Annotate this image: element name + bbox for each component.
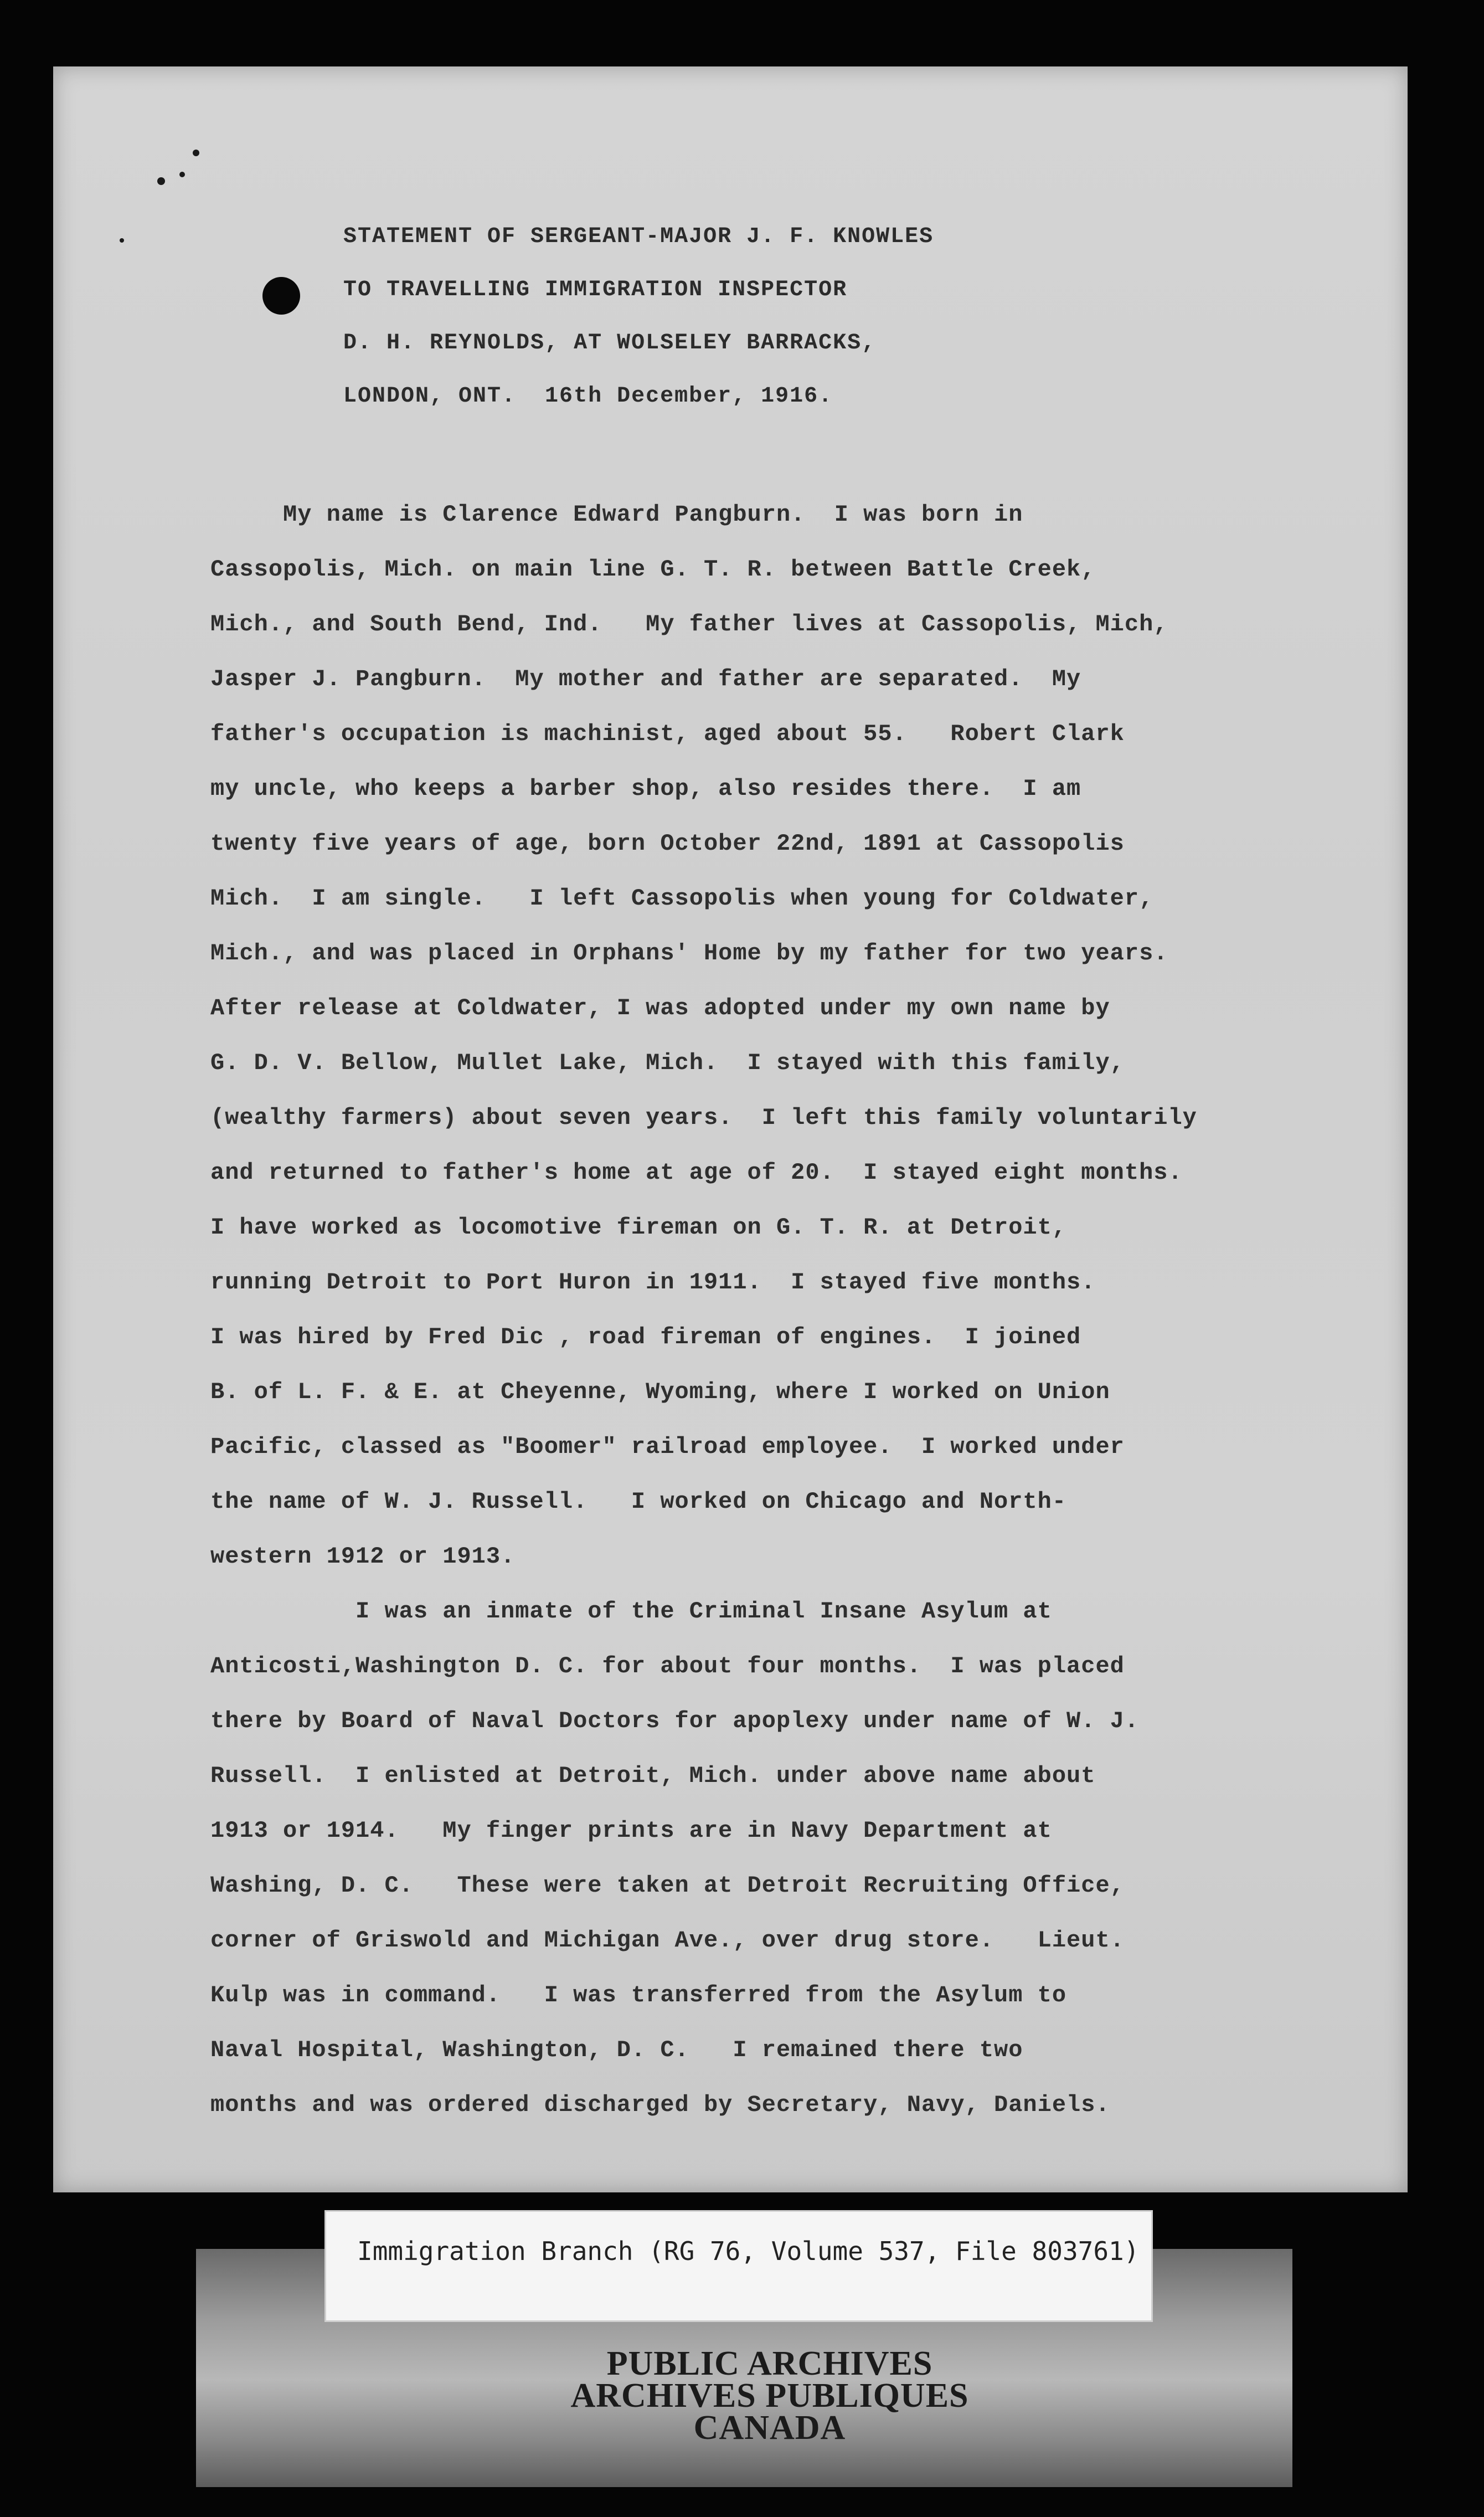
stamp-line: PUBLIC ARCHIVES [606,2345,933,2382]
body-line: father's occupation is machinist, aged about 55. Robert Clark [210,721,1125,747]
stamp-line: CANADA [693,2409,846,2447]
punch-hole [262,277,300,315]
body-line: my uncle, who keeps a barber shop, also resides there. I am [210,775,1081,802]
statement-body [210,487,1329,2133]
heading-line: D. H. REYNOLDS, AT WOLSELEY BARRACKS, [343,331,877,356]
body-line: Anticosti,Washington D. C. for about four months. I was placed [210,1653,1125,1679]
body-line: western 1912 or 1913. [210,1543,516,1570]
heading-line: TO TRAVELLING IMMIGRATION INSPECTOR [343,278,848,302]
speck [179,172,185,177]
body-line: Pacific, classed as "Boomer" railroad employee. I worked under [210,1434,1125,1460]
body-line: I was hired by Fred Dic , road fireman of engines. I joined [210,1324,1081,1350]
body-line: (wealthy farmers) about seven years. I left this family voluntarily [210,1105,1197,1131]
stamp-line: ARCHIVES PUBLIQUES [570,2377,969,2415]
archive-stamp [543,2345,997,2447]
body-line: Mich., and South Bend, Ind. My father lives at Cassopolis, Mich, [210,611,1168,638]
body-line: B. of L. F. & E. at Cheyenne, Wyoming, where I worked on Union [210,1379,1110,1405]
body-line: months and was ordered discharged by Secretary, Navy, Daniels. [210,2092,1110,2118]
archive-reference-label [324,2210,1153,2322]
body-line: My name is Clarence Edward Pangburn. I was born in [210,501,1023,528]
speck [157,177,165,185]
heading-line: LONDON, ONT. 16th December, 1916. [343,384,833,409]
body-line: twenty five years of age, born October 22nd, 1891 at Cassopolis [210,830,1125,857]
speck [193,150,199,156]
body-line: Russell. I enlisted at Detroit, Mich. under above name about [210,1763,1096,1789]
body-line: I was an inmate of the Criminal Insane Asylum at [210,1598,1052,1625]
document-heading [343,210,934,423]
body-line: Washing, D. C. These were taken at Detroit Recruiting Office, [210,1872,1125,1899]
archive-reference-text: Immigration Branch (RG 76, Volume 537, File 803761) [357,2236,1140,2266]
body-line: corner of Griswold and Michigan Ave., over drug store. Lieut. [210,1927,1125,1954]
body-line: the name of W. J. Russell. I worked on Chicago and North- [210,1488,1067,1515]
body-line: G. D. V. Bellow, Mullet Lake, Mich. I stayed with this family, [210,1050,1125,1076]
body-line: Mich., and was placed in Orphans' Home by my father for two years. [210,940,1168,967]
body-line: Jasper J. Pangburn. My mother and father are separated. My [210,666,1081,692]
body-line: Mich. I am single. I left Cassopolis when young for Coldwater, [210,885,1154,912]
body-line: there by Board of Naval Doctors for apoplexy under name of W. J. [210,1708,1140,1734]
body-line: 1913 or 1914. My finger prints are in Navy Department at [210,1817,1052,1844]
body-line: running Detroit to Port Huron in 1911. I stayed five months. [210,1269,1096,1296]
heading-line: STATEMENT OF SERGEANT-MAJOR J. F. KNOWLES [343,224,934,249]
body-line: Cassopolis, Mich. on main line G. T. R. between Battle Creek, [210,556,1096,583]
body-line: Naval Hospital, Washington, D. C. I remained there two [210,2037,1023,2063]
body-line: Kulp was in command. I was transferred from the Asylum to [210,1982,1067,2009]
body-line: I have worked as locomotive fireman on G. T. R. at Detroit, [210,1214,1067,1241]
body-line: After release at Coldwater, I was adopted under my own name by [210,995,1110,1021]
body-line: and returned to father's home at age of 20. I stayed eight months. [210,1159,1183,1186]
speck [120,238,124,243]
